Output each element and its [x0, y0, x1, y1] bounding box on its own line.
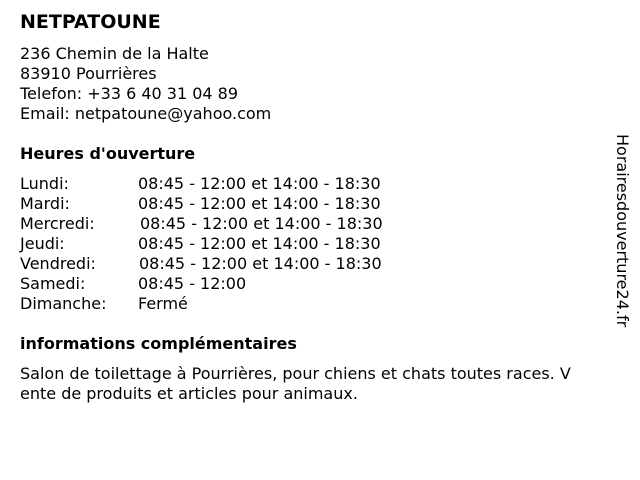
- time-value: 08:45 - 12:00 et 14:00 - 18:30: [139, 254, 382, 273]
- business-name: NETPATOUNE: [20, 11, 161, 33]
- contact-block: [20, 44, 271, 124]
- day-label: Jeudi:: [20, 234, 65, 253]
- watermark-text: Horairesdouverture24.fr: [613, 134, 632, 328]
- day-label: Lundi:: [20, 174, 69, 193]
- info-line: ente de produits et articles pour animaux.: [20, 384, 358, 403]
- time-value: 08:45 - 12:00 et 14:00 - 18:30: [138, 234, 381, 253]
- day-label: Dimanche:: [20, 294, 107, 313]
- info-heading: informations complémentaires: [20, 334, 297, 353]
- time-value: 08:45 - 12:00: [138, 274, 247, 293]
- address-city: 83910 Pourrières: [20, 64, 157, 83]
- phone-number: Telefon: +33 6 40 31 04 89: [20, 84, 239, 103]
- time-value: 08:45 - 12:00 et 14:00 - 18:30: [140, 214, 383, 233]
- time-value: 08:45 - 12:00 et 14:00 - 18:30: [138, 194, 381, 213]
- email-address: Email: netpatoune@yahoo.com: [20, 104, 272, 123]
- time-value: Fermé: [138, 294, 188, 313]
- site-watermark: [612, 134, 632, 344]
- time-value: 08:45 - 12:00 et 14:00 - 18:30: [138, 174, 381, 193]
- hours-heading: Heures d'ouverture: [20, 144, 196, 163]
- info-description: [20, 364, 620, 404]
- info-line: Salon de toilettage à Pourrières, pour chiens et chats toutes races. V: [20, 364, 571, 383]
- day-label: Samedi:: [20, 274, 86, 293]
- day-label: Mardi:: [20, 194, 70, 213]
- address-street: 236 Chemin de la Halte: [20, 44, 209, 63]
- day-label: Mercredi:: [20, 214, 95, 233]
- day-label: Vendredi:: [20, 254, 96, 273]
